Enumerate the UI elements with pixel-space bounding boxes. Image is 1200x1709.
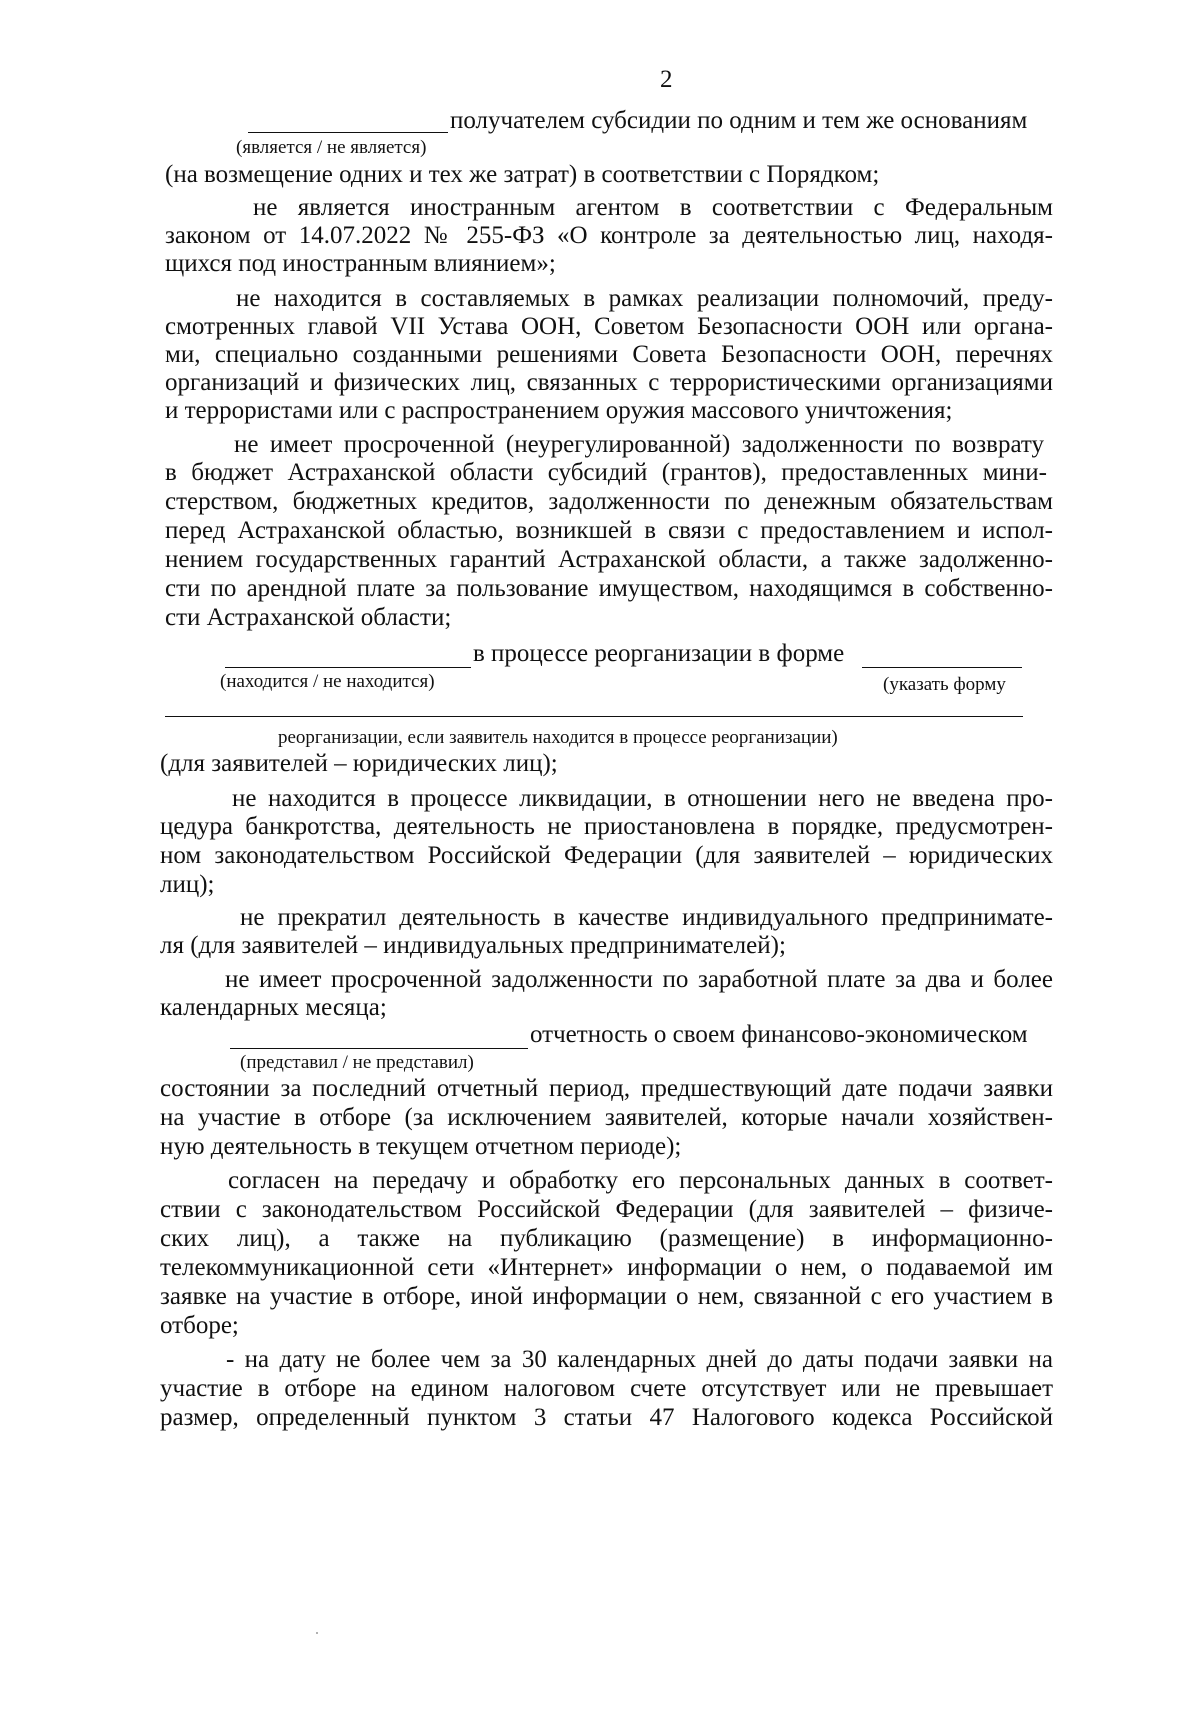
text-line: на участие в отборе (за исключением заявителей, которые начали хозяйствен- xyxy=(160,1104,1053,1131)
text-line: состоянии за последний отчетный период, предшествующий дате подачи заявки xyxy=(160,1075,1053,1102)
blank-field-reorg-form-continued xyxy=(165,716,1023,717)
text-line: (для заявителей – юридических лиц); xyxy=(160,750,558,777)
field-caption: (указать форму xyxy=(883,674,1006,695)
text-line: в процессе реорганизации в форме xyxy=(473,640,845,667)
text-line: телекоммуникационной сети «Интернет» информации о нем, о подаваемой им xyxy=(160,1254,1053,1281)
blank-field-report-status xyxy=(230,1026,528,1049)
text-line: ских лиц), а также на публикацию (размещение) в информационно- xyxy=(160,1225,1053,1252)
text-line: заявке на участие в отборе, иной информации о нем, связанной с его участием в xyxy=(160,1283,1053,1310)
text-line: отчетность о своем финансово-экономическом xyxy=(530,1021,1028,1048)
field-caption: реорганизации, если заявитель находится в процессе реорганизации) xyxy=(278,727,838,748)
text-line: законом от 14.07.2022 № 255-ФЗ «О контроле за деятельностью лиц, находя- xyxy=(165,222,1053,249)
text-line: получателем субсидии по одним и тем же основаниям xyxy=(450,107,1028,134)
text-line: ном законодательством Российской Федерации (для заявителей – юридических xyxy=(160,842,1053,869)
text-line: (на возмещение одних и тех же затрат) в соответствии с Порядком; xyxy=(165,161,880,188)
field-caption: (является / не является) xyxy=(236,137,427,158)
text-line: не имеет просроченной задолженности по заработной плате за два и более xyxy=(225,966,1053,993)
text-line: не прекратил деятельность в качестве индивидуального предпринимате- xyxy=(240,904,1053,931)
text-line: организаций и физических лиц, связанных с террористическими организациями xyxy=(165,369,1053,396)
scan-speck xyxy=(316,1632,318,1634)
text-line: - на дату не более чем за 30 календарных дней до даты подачи заявки на xyxy=(226,1346,1053,1373)
text-line: отборе; xyxy=(160,1312,239,1339)
text-line: ствии с законодательством Российской Федерации (для заявителей – физиче- xyxy=(160,1196,1053,1223)
blank-field-status xyxy=(248,110,448,133)
text-line: лиц); xyxy=(160,871,215,898)
text-line: не является иностранным агентом в соответствии с Федеральным xyxy=(253,194,1053,221)
page-number: 2 xyxy=(660,66,673,93)
field-caption: (находится / не находится) xyxy=(220,671,435,692)
blank-field-reorg-status xyxy=(225,645,471,668)
text-line: цедура банкротства, деятельность не приостановлена в порядке, предусмотрен- xyxy=(160,813,1053,840)
text-line: ную деятельность в текущем отчетном периоде); xyxy=(160,1133,682,1160)
text-line: щихся под иностранным влиянием»; xyxy=(165,250,556,277)
text-line: смотренных главой VII Устава ООН, Советом Безопасности ООН или органа- xyxy=(165,313,1053,340)
field-caption: (представил / не представил) xyxy=(240,1052,474,1073)
text-line: согласен на передачу и обработку его персональных данных в соответ- xyxy=(228,1167,1053,1194)
text-line: ля (для заявителей – индивидуальных предпринимателей); xyxy=(160,932,786,959)
text-line: размер, определенный пунктом 3 статьи 47 Налогового кодекса Российской xyxy=(160,1404,1053,1431)
text-line: нением государственных гарантий Астраханской области, а также задолженно- xyxy=(165,546,1053,573)
blank-field-reorg-form xyxy=(862,645,1022,668)
text-line: стерством, бюджетных кредитов, задолженности по денежным обязательствам xyxy=(165,488,1053,515)
text-line: не имеет просроченной (неурегулированной) задолженности по возврату xyxy=(234,431,1044,458)
text-line: не находится в процессе ликвидации, в отношении него не введена про- xyxy=(232,785,1053,812)
text-line: сти по арендной плате за пользование имуществом, находящимся в собственно- xyxy=(165,575,1053,602)
text-line: не находится в составляемых в рамках реализации полномочий, преду- xyxy=(236,285,1053,312)
text-line: сти Астраханской области; xyxy=(165,604,452,631)
text-line: перед Астраханской областью, возникшей в связи с предоставлением и испол- xyxy=(165,517,1053,544)
text-line: и террористами или с распространением оружия массового уничтожения; xyxy=(165,397,953,424)
text-line: ми, специально созданными решениями Совета Безопасности ООН, перечнях xyxy=(165,341,1053,368)
text-line: календарных месяца; xyxy=(160,994,387,1021)
text-line: участие в отборе на едином налоговом счете отсутствует или не превышает xyxy=(160,1375,1053,1402)
text-line: в бюджет Астраханской области субсидий (грантов), предоставленных мини- xyxy=(165,459,1047,486)
